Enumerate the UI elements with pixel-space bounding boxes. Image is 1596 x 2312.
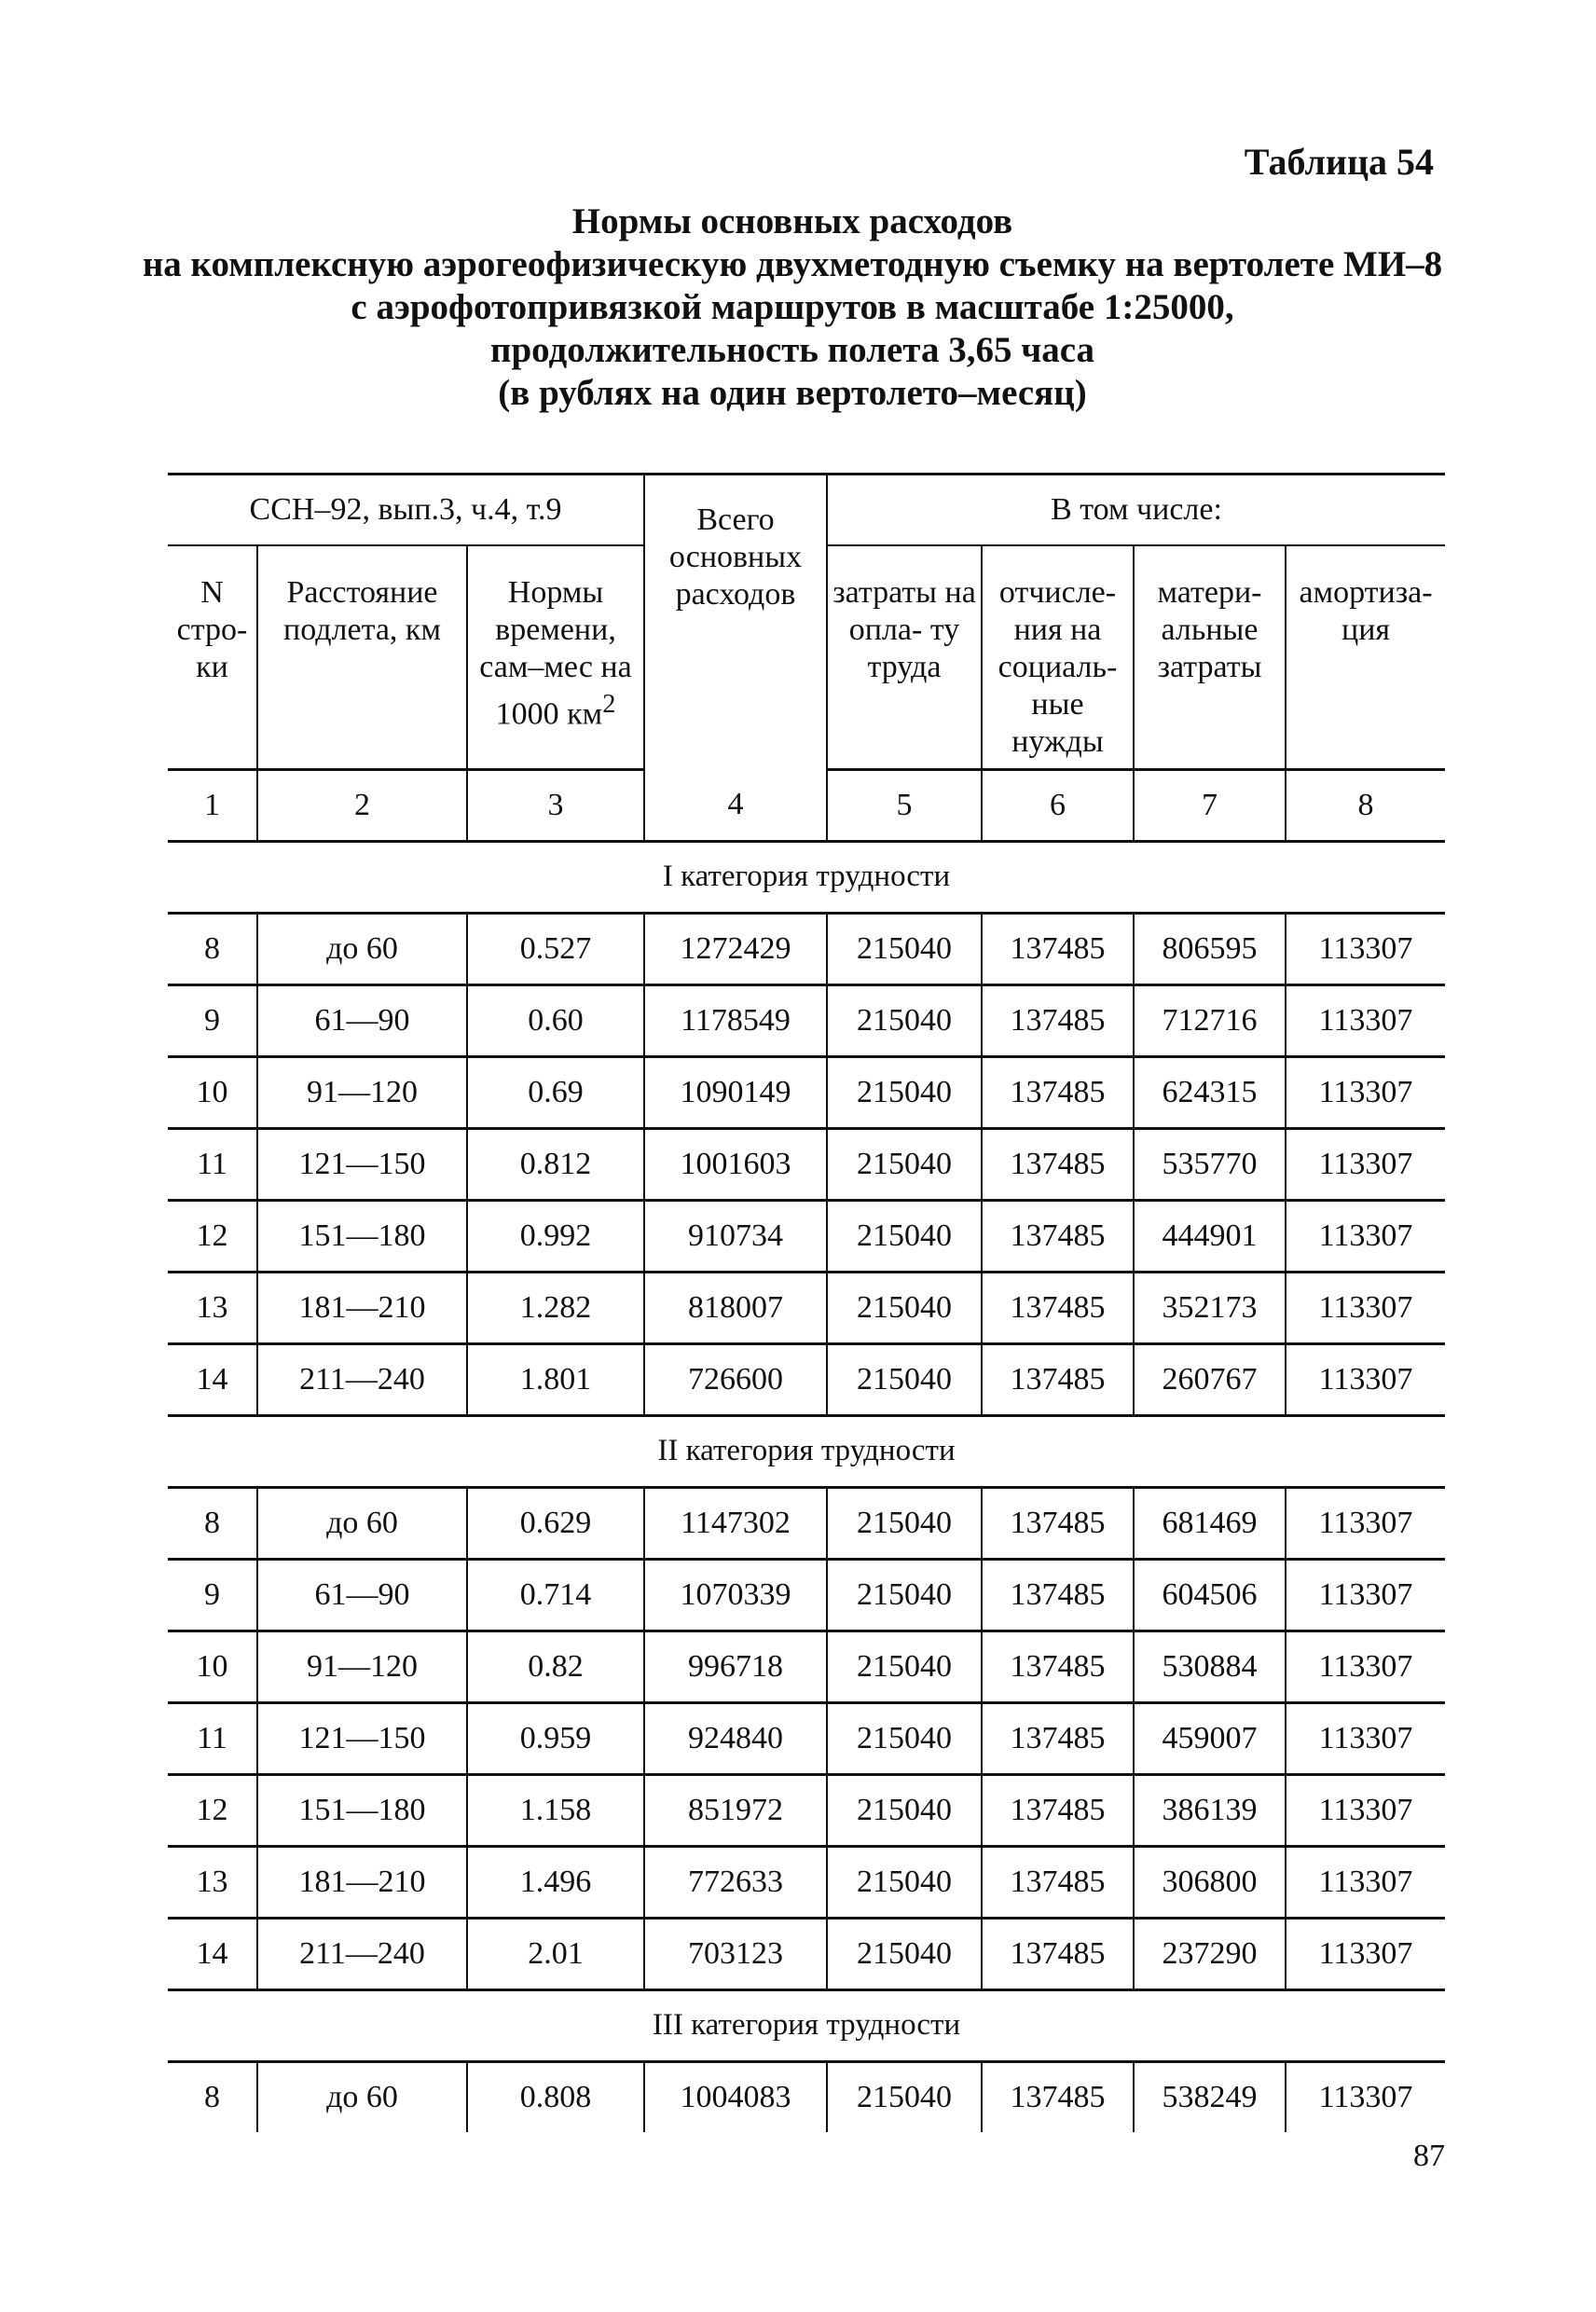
distance-header: Расстояние подлета, км — [257, 545, 467, 769]
category-label: II категория трудности — [168, 1415, 1445, 1487]
table-title — [140, 200, 1445, 415]
labor-cost-cell: 215040 — [827, 1559, 982, 1631]
distance-cell: 61—90 — [257, 1559, 467, 1631]
table-number: Таблица 54 — [1244, 141, 1434, 183]
depreciation-cell: 113307 — [1286, 1128, 1445, 1200]
labor-cost-cell: 215040 — [827, 2061, 982, 2132]
table-row — [168, 1774, 1445, 1846]
total-cell: 1272429 — [644, 913, 827, 984]
time-norm-cell: 0.60 — [467, 984, 644, 1056]
row-number-cell: 14 — [168, 1343, 257, 1415]
labor-cost-header: затраты на опла- ту труда — [827, 545, 982, 769]
depreciation-cell: 113307 — [1286, 1846, 1445, 1918]
material-cost-cell: 352173 — [1134, 1272, 1286, 1343]
row-number-cell: 11 — [168, 1128, 257, 1200]
social-deductions-cell: 137485 — [982, 2061, 1134, 2132]
social-deductions-cell: 137485 — [982, 984, 1134, 1056]
depreciation-cell: 113307 — [1286, 913, 1445, 984]
labor-cost-cell: 215040 — [827, 1343, 982, 1415]
social-deductions-cell: 137485 — [982, 1487, 1134, 1559]
material-cost-cell: 624315 — [1134, 1056, 1286, 1128]
row-number-cell: 9 — [168, 984, 257, 1056]
column-number: 3 — [467, 769, 644, 841]
depreciation-cell: 113307 — [1286, 1200, 1445, 1272]
depreciation-cell: 113307 — [1286, 1631, 1445, 1702]
social-deductions-cell: 137485 — [982, 1056, 1134, 1128]
table-row — [168, 1918, 1445, 1989]
depreciation-cell: 113307 — [1286, 1918, 1445, 1989]
time-norm-cell: 2.01 — [467, 1918, 644, 1989]
column-number: 8 — [1286, 769, 1445, 841]
row-number-cell: 12 — [168, 1774, 257, 1846]
row-number-cell: 8 — [168, 913, 257, 984]
title-line: (в рублях на один вертолето–месяц) — [498, 373, 1087, 413]
social-deductions-cell: 137485 — [982, 913, 1134, 984]
labor-cost-cell: 215040 — [827, 1200, 982, 1272]
total-cell: 1004083 — [644, 2061, 827, 2132]
row-number-cell: 12 — [168, 1200, 257, 1272]
total-cell: 1070339 — [644, 1559, 827, 1631]
table-row — [168, 1487, 1445, 1559]
distance-cell: 61—90 — [257, 984, 467, 1056]
depreciation-cell: 113307 — [1286, 1774, 1445, 1846]
social-deductions-cell: 137485 — [982, 1343, 1134, 1415]
time-norm-cell: 1.282 — [467, 1272, 644, 1343]
depreciation-cell: 113307 — [1286, 1702, 1445, 1774]
distance-cell: 211—240 — [257, 1343, 467, 1415]
column-number: 4 — [644, 769, 827, 841]
total-cell: 910734 — [644, 1200, 827, 1272]
time-norm-cell: 0.527 — [467, 913, 644, 984]
norms-table — [168, 473, 1445, 2132]
social-deductions-header: отчисле- ния на социаль- ные нужды — [982, 545, 1134, 769]
labor-cost-cell: 215040 — [827, 1702, 982, 1774]
page-number: 87 — [1413, 2139, 1445, 2173]
table-row — [168, 1128, 1445, 1200]
material-cost-cell: 604506 — [1134, 1559, 1286, 1631]
row-number-cell: 13 — [168, 1272, 257, 1343]
depreciation-cell: 113307 — [1286, 984, 1445, 1056]
distance-cell: до 60 — [257, 1487, 467, 1559]
total-cell: 726600 — [644, 1343, 827, 1415]
labor-cost-cell: 215040 — [827, 1272, 982, 1343]
category-label: III категория трудности — [168, 1989, 1445, 2061]
depreciation-cell: 113307 — [1286, 1559, 1445, 1631]
row-number-cell: 10 — [168, 1056, 257, 1128]
distance-cell: 211—240 — [257, 1918, 467, 1989]
table-row — [168, 1559, 1445, 1631]
depreciation-cell: 113307 — [1286, 1487, 1445, 1559]
material-cost-cell: 386139 — [1134, 1774, 1286, 1846]
column-number: 6 — [982, 769, 1134, 841]
distance-cell: до 60 — [257, 913, 467, 984]
row-number-cell: 8 — [168, 1487, 257, 1559]
time-norm-header — [467, 545, 644, 769]
material-cost-cell: 538249 — [1134, 2061, 1286, 2132]
total-cell: 1090149 — [644, 1056, 827, 1128]
column-number: 2 — [257, 769, 467, 841]
total-cell: 851972 — [644, 1774, 827, 1846]
row-number-cell: 14 — [168, 1918, 257, 1989]
title-line: с аэрофотопривязкой маршрутов в масштабе 1:25000, — [351, 287, 1234, 327]
time-norm-cell: 1.496 — [467, 1846, 644, 1918]
material-cost-cell: 681469 — [1134, 1487, 1286, 1559]
material-cost-cell: 237290 — [1134, 1918, 1286, 1989]
depreciation-cell: 113307 — [1286, 1343, 1445, 1415]
row-number-cell: 10 — [168, 1631, 257, 1702]
material-cost-cell: 530884 — [1134, 1631, 1286, 1702]
time-norm-cell: 0.808 — [467, 2061, 644, 2132]
distance-cell: 91—120 — [257, 1056, 467, 1128]
distance-cell: 151—180 — [257, 1200, 467, 1272]
labor-cost-cell: 215040 — [827, 1487, 982, 1559]
material-cost-cell: 459007 — [1134, 1702, 1286, 1774]
distance-cell: 121—150 — [257, 1702, 467, 1774]
category-row — [168, 841, 1445, 913]
social-deductions-cell: 137485 — [982, 1918, 1134, 1989]
row-number-cell: 8 — [168, 2061, 257, 2132]
social-deductions-cell: 137485 — [982, 1559, 1134, 1631]
total-cell: 1178549 — [644, 984, 827, 1056]
total-cell: 924840 — [644, 1702, 827, 1774]
total-cell: 703123 — [644, 1918, 827, 1989]
source-reference-header: ССН–92, вып.3, ч.4, т.9 — [168, 475, 644, 546]
distance-cell: 181—210 — [257, 1272, 467, 1343]
social-deductions-cell: 137485 — [982, 1774, 1134, 1846]
time-norm-cell: 0.959 — [467, 1702, 644, 1774]
table-row — [168, 1702, 1445, 1774]
material-cost-header: матери- альные затраты — [1134, 545, 1286, 769]
material-cost-cell: 306800 — [1134, 1846, 1286, 1918]
table-row — [168, 2061, 1445, 2132]
column-number: 7 — [1134, 769, 1286, 841]
material-cost-cell: 444901 — [1134, 1200, 1286, 1272]
time-norm-cell: 0.812 — [467, 1128, 644, 1200]
title-line: на комплексную аэрогеофизическую двухметодную съемку на вертолете МИ–8 — [142, 244, 1443, 284]
category-row — [168, 1989, 1445, 2061]
time-norm-cell: 0.69 — [467, 1056, 644, 1128]
social-deductions-cell: 137485 — [982, 1702, 1134, 1774]
social-deductions-cell: 137485 — [982, 1846, 1134, 1918]
total-cell: 996718 — [644, 1631, 827, 1702]
time-norm-cell: 1.801 — [467, 1343, 644, 1415]
labor-cost-cell: 215040 — [827, 1846, 982, 1918]
total-expenses-header: Всего основных расходов — [644, 475, 827, 770]
table-row — [168, 913, 1445, 984]
total-cell: 772633 — [644, 1846, 827, 1918]
labor-cost-cell: 215040 — [827, 1056, 982, 1128]
category-row — [168, 1415, 1445, 1487]
table-row — [168, 1846, 1445, 1918]
table-row — [168, 1272, 1445, 1343]
table-row — [168, 1056, 1445, 1128]
depreciation-cell: 113307 — [1286, 2061, 1445, 2132]
table-body — [168, 841, 1445, 2132]
material-cost-cell: 260767 — [1134, 1343, 1286, 1415]
column-number: 1 — [168, 769, 257, 841]
depreciation-cell: 113307 — [1286, 1272, 1445, 1343]
social-deductions-cell: 137485 — [982, 1200, 1134, 1272]
labor-cost-cell: 215040 — [827, 1631, 982, 1702]
distance-cell: 151—180 — [257, 1774, 467, 1846]
time-norm-cell: 0.992 — [467, 1200, 644, 1272]
table-row — [168, 984, 1445, 1056]
distance-cell: 121—150 — [257, 1128, 467, 1200]
distance-cell: 181—210 — [257, 1846, 467, 1918]
social-deductions-cell: 137485 — [982, 1272, 1134, 1343]
labor-cost-cell: 215040 — [827, 1918, 982, 1989]
distance-cell: до 60 — [257, 2061, 467, 2132]
column-number: 5 — [827, 769, 982, 841]
depreciation-cell: 113307 — [1286, 1056, 1445, 1128]
table-row — [168, 1343, 1445, 1415]
total-cell: 1147302 — [644, 1487, 827, 1559]
row-number-cell: 9 — [168, 1559, 257, 1631]
labor-cost-cell: 215040 — [827, 1128, 982, 1200]
total-cell: 818007 — [644, 1272, 827, 1343]
labor-cost-cell: 215040 — [827, 984, 982, 1056]
time-norm-unit-superscript: 2 — [602, 690, 616, 719]
row-number-cell: 11 — [168, 1702, 257, 1774]
table-row — [168, 1631, 1445, 1702]
total-cell: 1001603 — [644, 1128, 827, 1200]
row-number-cell: 13 — [168, 1846, 257, 1918]
material-cost-cell: 535770 — [1134, 1128, 1286, 1200]
time-norm-header-text: Нормы времени, сам–мес на 1000 км — [479, 575, 632, 732]
column-number-row — [168, 769, 1445, 841]
material-cost-cell: 806595 — [1134, 913, 1286, 984]
time-norm-cell: 0.629 — [467, 1487, 644, 1559]
table-row — [168, 1200, 1445, 1272]
time-norm-cell: 0.714 — [467, 1559, 644, 1631]
distance-cell: 91—120 — [257, 1631, 467, 1702]
title-line: продолжительность полета 3,65 часа — [490, 330, 1094, 370]
time-norm-cell: 0.82 — [467, 1631, 644, 1702]
row-number-header: N стро- ки — [168, 545, 257, 769]
labor-cost-cell: 215040 — [827, 1774, 982, 1846]
depreciation-header: амортиза- ция — [1286, 545, 1445, 769]
material-cost-cell: 712716 — [1134, 984, 1286, 1056]
social-deductions-cell: 137485 — [982, 1631, 1134, 1702]
including-header: В том числе: — [827, 475, 1445, 546]
title-line: Нормы основных расходов — [571, 201, 1013, 241]
time-norm-cell: 1.158 — [467, 1774, 644, 1846]
social-deductions-cell: 137485 — [982, 1128, 1134, 1200]
category-label: I категория трудности — [168, 841, 1445, 913]
labor-cost-cell: 215040 — [827, 913, 982, 984]
